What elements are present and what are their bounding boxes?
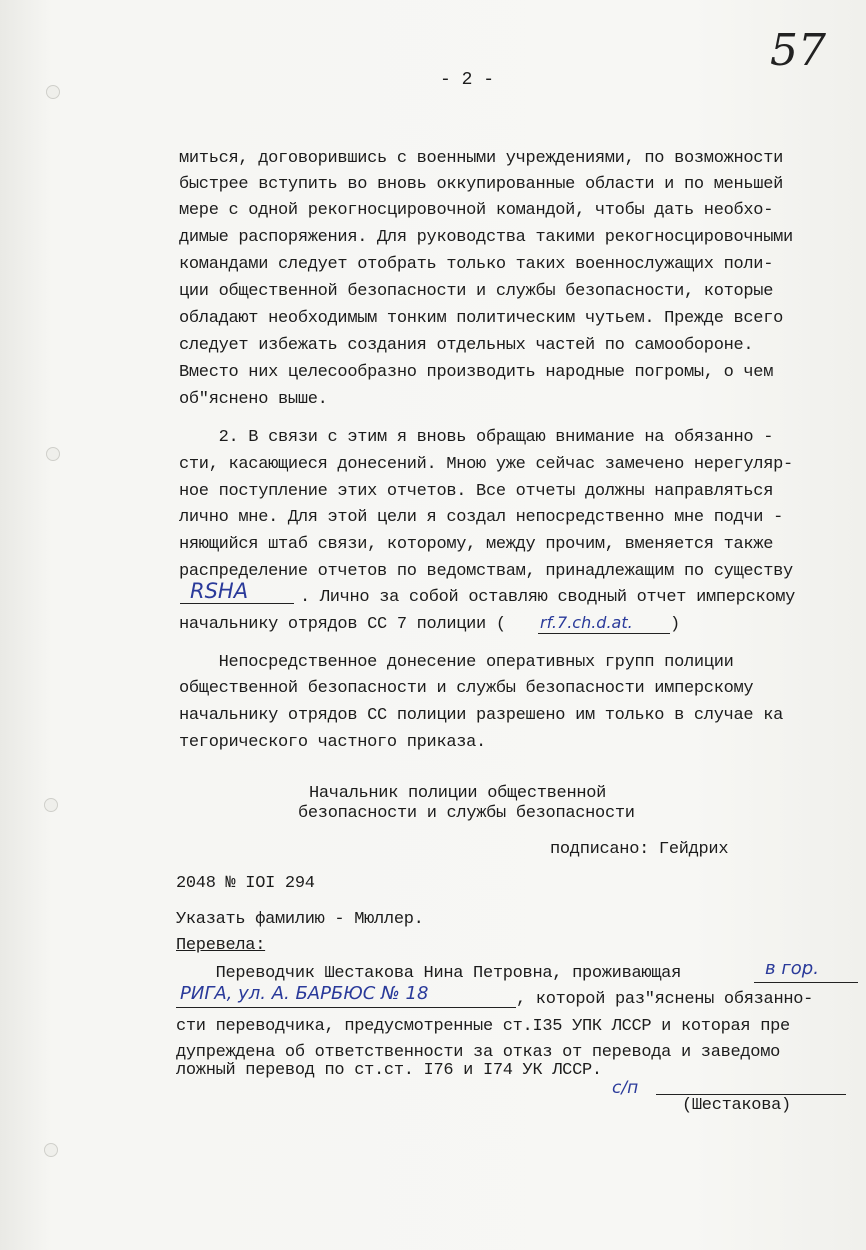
para1-line: димые распоряжения. Для руководства такими рекогносцировочными bbox=[179, 228, 793, 247]
note-line: Указать фамилию - Мюллер. bbox=[176, 910, 424, 929]
fill-in-underline bbox=[538, 633, 670, 634]
fill-in-underline bbox=[176, 1007, 516, 1008]
para1-line: Вместо них целесообразно производить народные погромы, о чем bbox=[179, 363, 774, 382]
translator-line: ложный перевод по ст.ст. I76 и I74 УК ЛССР. bbox=[176, 1061, 602, 1080]
para3-line: общественной безопасности и службы безопасности имперскому bbox=[179, 679, 754, 698]
handwritten-abbreviation: rf.7.ch.d.at. bbox=[540, 613, 633, 632]
handwritten-signature-mark: с/п bbox=[612, 1078, 639, 1098]
page-number: - 2 - bbox=[440, 70, 495, 90]
para3-line: Непосредственное донесение оперативных групп полиции bbox=[179, 653, 734, 672]
translator-name-signature: (Шестакова) bbox=[682, 1096, 791, 1115]
binder-hole bbox=[44, 798, 58, 812]
binder-hole bbox=[44, 1143, 58, 1157]
para1-line: обладают необходимым тонким политическим чутьем. Прежде всего bbox=[179, 309, 784, 328]
signed-by: подписано: Гейдрих bbox=[550, 840, 729, 859]
fill-in-underline bbox=[754, 982, 858, 983]
binder-hole bbox=[46, 447, 60, 461]
binder-hole bbox=[46, 85, 60, 99]
translator-line: дупреждена об ответственности за отказ от перевода и заведомо bbox=[176, 1043, 781, 1062]
para3-line: тегорического частного приказа. bbox=[179, 733, 486, 752]
para1-line: миться, договорившись с военными учреждениями, по возможности bbox=[179, 149, 784, 168]
para2-line: сти, касающиеся донесений. Мною уже сейчас замечено нерегуляр- bbox=[179, 455, 793, 474]
reference-number: 2048 № IOI 294 bbox=[176, 874, 315, 893]
handwritten-address: РИГА, ул. А. БАРБЮС № 18 bbox=[180, 983, 429, 1004]
translator-line: сти переводчика, предусмотренные ст.I35 УПК ЛССР и которая пре bbox=[176, 1017, 790, 1036]
para3-line: начальнику отрядов СС полиции разрешено им только в случае ка bbox=[179, 706, 784, 725]
folio-number-handwritten: 57 bbox=[770, 25, 826, 76]
para1-line: об"яснено выше. bbox=[179, 390, 328, 409]
closing-paren: ) bbox=[670, 615, 680, 634]
handwritten-city: в гор. bbox=[765, 958, 819, 979]
para2-line: 2. В связи с этим я вновь обращаю внимание на обязанно - bbox=[179, 428, 774, 447]
para2-line: лично мне. Для этой цели я создал непосредственно мне подчи - bbox=[179, 508, 784, 527]
para1-line: мере с одной рекогносцировочной командой, чтобы дать необхо- bbox=[179, 201, 774, 220]
para2-line: распределение отчетов по ведомствам, принадлежащим по существу bbox=[179, 562, 793, 581]
para2-line: . Лично за собой оставляю сводный отчет имперскому bbox=[300, 588, 796, 607]
signatory-title: безопасности и службы безопасности bbox=[298, 804, 635, 823]
para1-line: ции общественной безопасности и службы безопасности, которые bbox=[179, 282, 774, 301]
para1-line: командами следует отобрать только таких военнослужащих поли- bbox=[179, 255, 774, 274]
para1-line: следует избежать создания отдельных частей по самообороне. bbox=[179, 336, 754, 355]
fill-in-underline bbox=[180, 603, 294, 604]
para1-line: быстрее вступить во вновь оккупированные области и по меньшей bbox=[179, 175, 784, 194]
translator-line: Переводчик Шестакова Нина Петровна, проживающая bbox=[176, 964, 681, 983]
handwritten-rsha: RSHA bbox=[190, 579, 249, 603]
para2-line: ное поступление этих отчетов. Все отчеты должны направляться bbox=[179, 482, 774, 501]
signatory-title: Начальник полиции общественной bbox=[309, 784, 607, 803]
para2-line: начальнику отрядов СС 7 полиции ( bbox=[179, 615, 506, 634]
translated-by-label: Перевела: bbox=[176, 936, 266, 955]
translator-line: , которой раз"яснены обязанно- bbox=[516, 990, 814, 1009]
para2-line: няющийся штаб связи, которому, между прочим, вменяется также bbox=[179, 535, 774, 554]
